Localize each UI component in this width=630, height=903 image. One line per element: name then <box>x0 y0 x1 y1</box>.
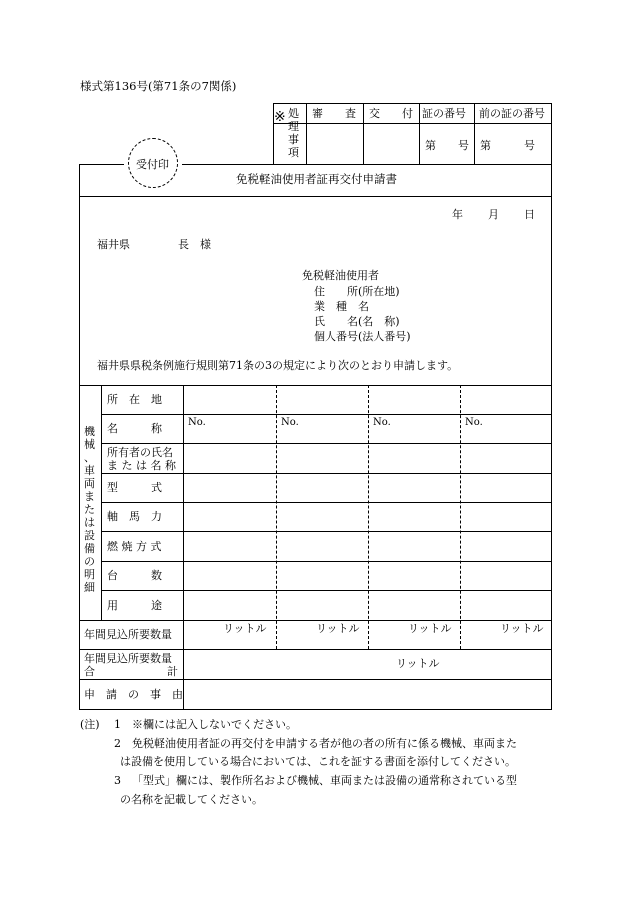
header-review: 審 査 <box>312 107 356 120</box>
form-title: 免税軽油使用者証再交付申請書 <box>236 172 397 186</box>
date-month: 月 <box>488 208 499 221</box>
statement: 福井県県税条例施行規則第71条の3の規定により次のとおり申請します。 <box>97 359 459 372</box>
total-unit: リットル <box>396 657 440 670</box>
side-label-char: 設 <box>84 529 95 542</box>
reason-label: 申 請 の 事 由 <box>84 688 183 701</box>
note-text: ※欄には記入しないでください。 <box>132 718 297 731</box>
side-label-char: た <box>84 503 95 516</box>
total-label-line2a: 合 <box>84 665 95 678</box>
applicant-address: 住 所(所在地) <box>314 285 400 298</box>
cert-no-field: 第 号 <box>425 139 469 152</box>
no-label: No. <box>281 417 299 428</box>
office-label-char: 事 <box>288 133 299 146</box>
applicant-business: 業 種 名 <box>314 300 369 313</box>
applicant-name: 氏 名(名 称) <box>314 315 400 328</box>
side-label-char: ま <box>84 490 95 503</box>
header-cert-no: 証の番号 <box>422 107 466 120</box>
header-prev-cert-no: 前の証の番号 <box>479 107 545 120</box>
notes-prefix: (注) <box>80 718 100 731</box>
side-label-char: の <box>84 555 95 568</box>
office-label-char: 理 <box>288 120 299 133</box>
stamp-line-left <box>79 164 124 165</box>
side-label-char: 車 <box>84 464 95 477</box>
side-label-char: 明 <box>84 568 95 581</box>
form-number: 様式第136号(第71条の7関係) <box>80 79 237 93</box>
row-label-model: 型 式 <box>107 481 162 494</box>
annual-unit: リットル <box>316 622 360 635</box>
row-label-location: 所 在 地 <box>107 393 162 406</box>
annual-unit: リットル <box>500 622 544 635</box>
note-text: 免税軽油使用者証の再交付を申請する者が他の者の所有に係る機械、車両また <box>132 737 517 750</box>
annual-unit: リットル <box>408 622 452 635</box>
note-text: 「型式」欄には、製作所名および機械、車両または設備の通常称されている型 <box>132 774 517 787</box>
no-label: No. <box>465 417 483 428</box>
date-day: 日 <box>524 208 535 221</box>
note-number: 2 <box>114 737 121 750</box>
side-label-char: 械 <box>84 438 95 451</box>
side-label-char: 細 <box>84 581 95 594</box>
note-number: 1 <box>114 718 121 731</box>
prev-cert-no-field: 第 号 <box>480 139 535 152</box>
receipt-stamp-label: 受付印 <box>136 158 169 171</box>
no-label: No. <box>373 417 391 428</box>
row-label-owner: 所有者の氏名 <box>107 446 173 459</box>
side-label-char: 、 <box>84 451 95 464</box>
applicant-heading: 免税軽油使用者 <box>302 269 379 282</box>
total-label-line1: 年間見込所要数量 <box>84 652 172 665</box>
row-label-owner-2: ま た は 名 称 <box>107 459 176 472</box>
row-label-name: 名 称 <box>107 422 162 435</box>
office-mark: ※ <box>274 109 286 125</box>
office-label-char: 処 <box>288 107 299 120</box>
header-issue: 交 付 <box>369 107 413 120</box>
row-label-horsepower: 軸 馬 力 <box>107 510 162 523</box>
applicant-id-number: 個人番号(法人番号) <box>314 330 411 343</box>
side-label-char: 機 <box>84 425 95 438</box>
note-text: は設備を使用している場合においては、これを証する書面を添付してください。 <box>120 755 516 768</box>
no-label: No. <box>188 417 206 428</box>
side-label-char: は <box>84 516 95 529</box>
total-label-line2b: 計 <box>167 665 178 678</box>
annual-unit: リットル <box>223 622 267 635</box>
annual-label: 年間見込所要数量 <box>84 628 172 641</box>
note-number: 3 <box>114 774 121 787</box>
note-text: の名称を記載してください。 <box>120 793 263 806</box>
row-label-count: 台 数 <box>107 569 162 582</box>
stamp-line-right <box>182 164 552 165</box>
row-label-use: 用 途 <box>107 599 162 612</box>
side-label-char: 備 <box>84 542 95 555</box>
side-label-char: 両 <box>84 477 95 490</box>
office-label-char: 項 <box>288 146 299 159</box>
recipient-pref: 福井県 <box>97 238 130 251</box>
recipient-chief: 長 様 <box>178 238 211 251</box>
date-year: 年 <box>452 208 463 221</box>
row-label-combustion: 燃 焼 方 式 <box>107 540 162 553</box>
